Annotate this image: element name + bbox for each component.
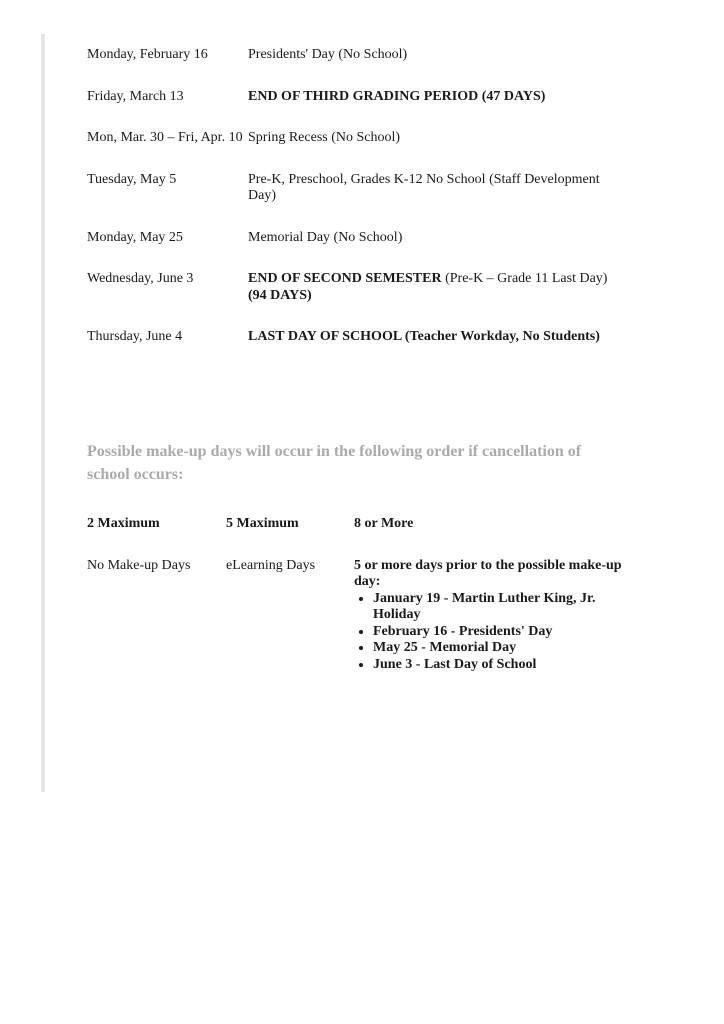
calendar-event bbox=[248, 47, 628, 64]
calendar-event bbox=[248, 130, 628, 147]
makeup-days-table bbox=[87, 516, 647, 673]
event-text: Spring Recess (No School) bbox=[248, 130, 401, 145]
makeup-days-heading: Possible make-up days will occur in the following order if cancellation of school occurs: bbox=[87, 443, 582, 483]
calendar-row bbox=[87, 47, 647, 64]
calendar-row bbox=[87, 230, 647, 247]
makeup-header-2-max: 2 Maximum bbox=[87, 516, 160, 531]
event-text: Presidents' Day (No School) bbox=[248, 47, 408, 62]
event-text: Memorial Day (No School) bbox=[248, 229, 403, 245]
list-item: • May 25 - Memorial Day bbox=[373, 640, 624, 657]
calendar-date: Wednesday, June 3 bbox=[87, 271, 194, 286]
calendar-row bbox=[87, 89, 647, 106]
list-item: • February 16 - Presidents' Day bbox=[373, 624, 624, 641]
left-border-rule bbox=[41, 34, 45, 792]
calendar-date: Friday, March 13 bbox=[87, 88, 184, 104]
calendar-date: Monday, February 16 bbox=[87, 47, 208, 62]
calendar-event bbox=[248, 89, 628, 106]
makeup-header-5-max: 5 Maximum bbox=[226, 516, 299, 531]
calendar-event bbox=[248, 329, 628, 346]
event-bold-text: LAST DAY OF SCHOOL (Teacher Workday, No Students) bbox=[248, 329, 600, 344]
event-text: Pre-K, Preschool, Grades K-12 No School (Staff Development Day) bbox=[248, 171, 600, 203]
calendar-date: Thursday, June 4 bbox=[87, 329, 183, 344]
calendar-event bbox=[248, 271, 628, 304]
makeup-cell-prior-days bbox=[354, 558, 624, 674]
event-bold-suffix: (94 DAYS) bbox=[248, 287, 312, 303]
calendar-date: Tuesday, May 5 bbox=[87, 171, 177, 187]
makeup-header-row bbox=[87, 516, 647, 533]
calendar-table bbox=[87, 47, 647, 371]
event-text: (Pre-K – Grade 11 Last Day) bbox=[441, 271, 608, 286]
calendar-event bbox=[248, 230, 628, 247]
calendar-date: Mon, Mar. 30 – Fri, Apr. 10 bbox=[87, 130, 243, 145]
calendar-row bbox=[87, 271, 647, 304]
makeup-body-row bbox=[87, 558, 647, 674]
makeup-cell-elearning: eLearning Days bbox=[226, 557, 316, 573]
event-bold-text: END OF SECOND SEMESTER bbox=[248, 271, 442, 286]
calendar-event bbox=[248, 172, 628, 205]
calendar-date: Monday, May 25 bbox=[87, 229, 183, 245]
calendar-row bbox=[87, 172, 647, 205]
calendar-row bbox=[87, 130, 647, 147]
makeup-date-list bbox=[354, 591, 624, 674]
list-item: • January 19 - Martin Luther King, Jr. Holiday bbox=[373, 591, 624, 624]
list-item: • June 3 - Last Day of School bbox=[373, 657, 624, 674]
makeup-cell-no-makeup: No Make-up Days bbox=[87, 557, 191, 573]
makeup-prior-intro: 5 or more days prior to the possible make-up day: bbox=[354, 557, 622, 589]
calendar-row bbox=[87, 329, 647, 346]
event-bold-text: END OF THIRD GRADING PERIOD (47 DAYS) bbox=[248, 88, 546, 104]
makeup-header-8-more: 8 or More bbox=[354, 516, 414, 531]
